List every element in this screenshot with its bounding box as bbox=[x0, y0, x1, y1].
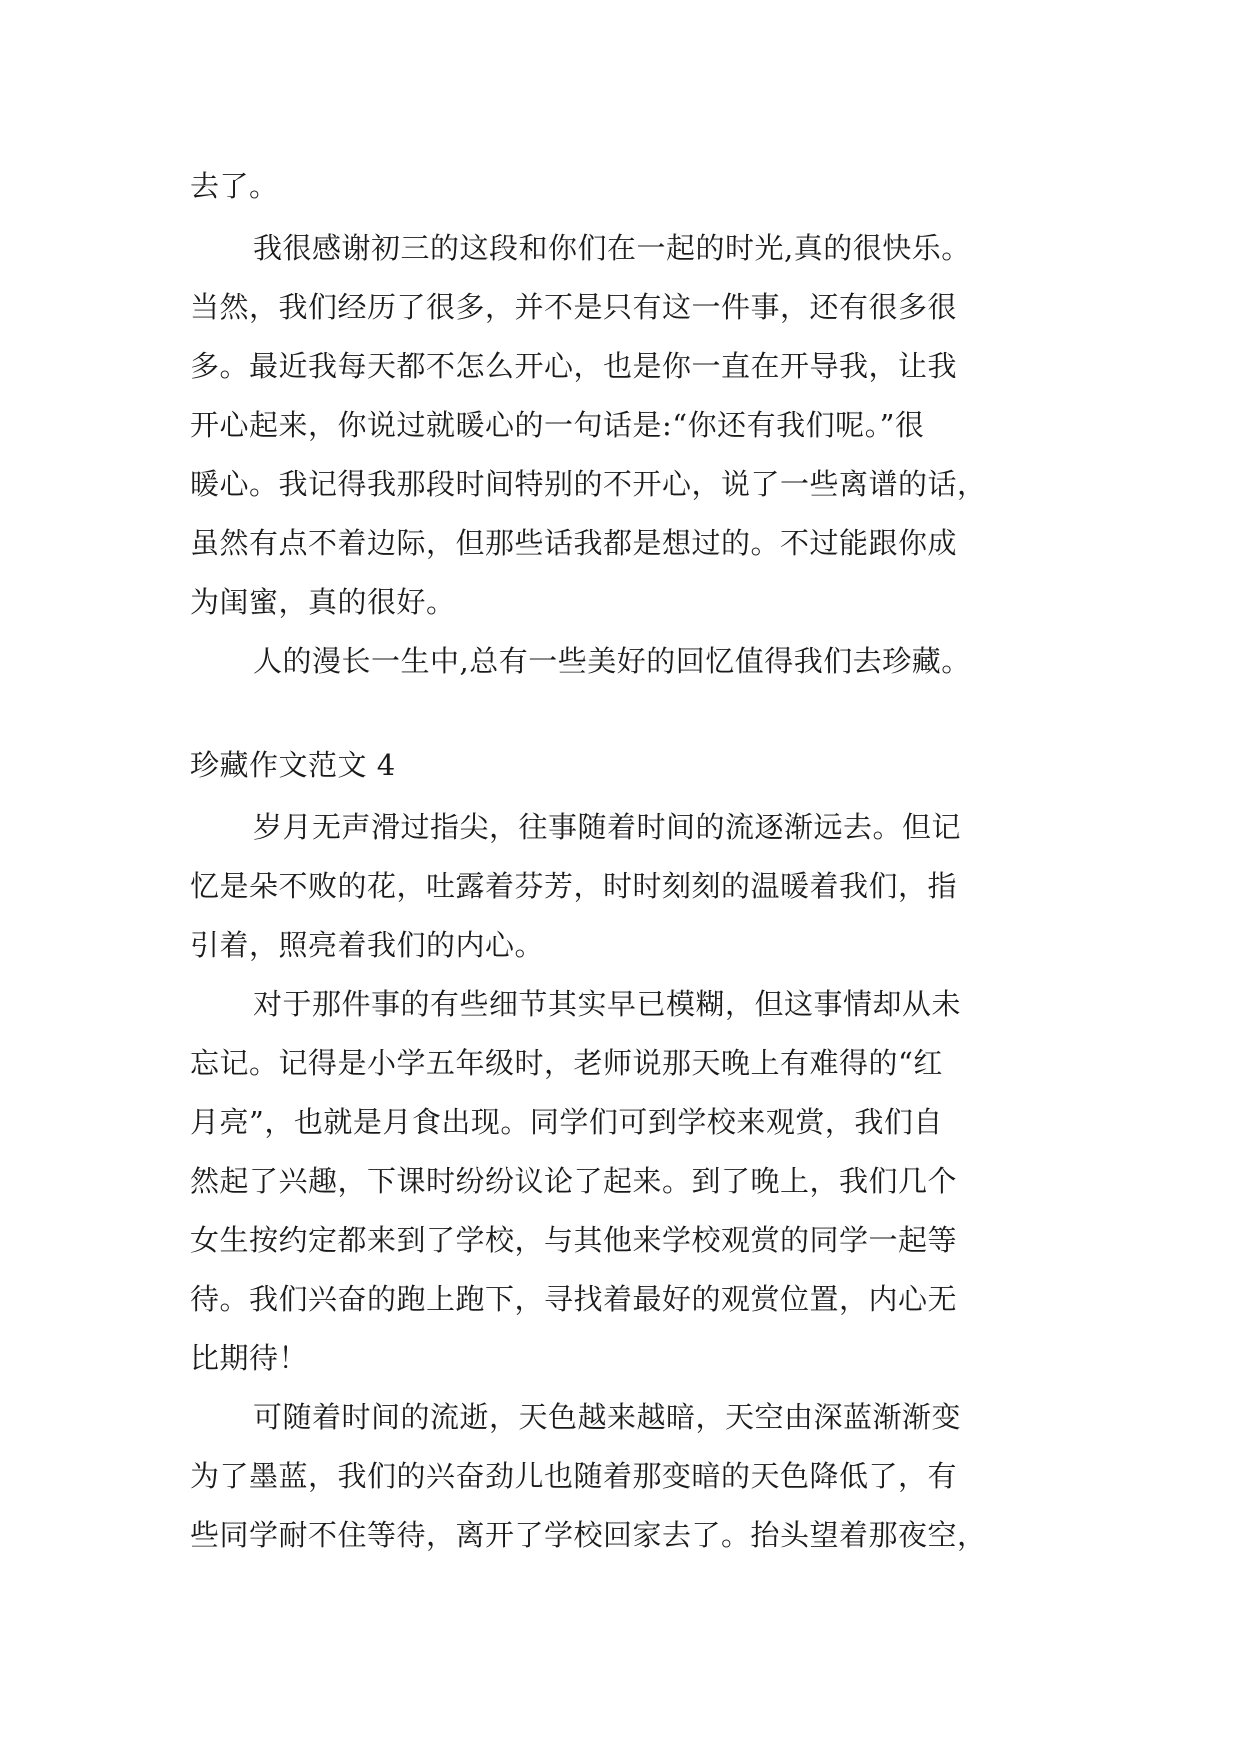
text-line: 去了。 bbox=[190, 169, 279, 203]
paragraph-start-line: 可随着时间的流逝，天色越来越暗，天空由深蓝渐渐变 bbox=[253, 1400, 962, 1434]
text-line: 多。最近我每天都不怎么开心，也是你一直在开导我，让我 bbox=[190, 349, 958, 383]
text-line: 暖心。我记得我那段时间特别的不开心，说了一些离谱的话， bbox=[190, 467, 987, 501]
text-line: 待。我们兴奋的跑上跑下，寻找着最好的观赏位置，内心无 bbox=[190, 1282, 958, 1316]
text-line: 女生按约定都来到了学校，与其他来学校观赏的同学一起等 bbox=[190, 1223, 958, 1257]
text-line: 为闺蜜，真的很好。 bbox=[190, 585, 456, 619]
text-line: 开心起来，你说过就暖心的一句话是:“你还有我们呢。”很 bbox=[190, 408, 925, 442]
text-line: 引着，照亮着我们的内心。 bbox=[190, 928, 545, 962]
paragraph-start-line: 对于那件事的有些细节其实早已模糊，但这事情却从未 bbox=[253, 987, 962, 1021]
paragraph-start-line: 人的漫长一生中,总有一些美好的回忆值得我们去珍藏。 bbox=[253, 644, 971, 678]
text-line: 虽然有点不着边际，但那些话我都是想过的。不过能跟你成 bbox=[190, 526, 958, 560]
text-line: 忘记。记得是小学五年级时，老师说那天晚上有难得的“红 bbox=[190, 1046, 943, 1080]
paragraph-start-line: 岁月无声滑过指尖，往事随着时间的流逐渐远去。但记 bbox=[253, 810, 962, 844]
section-heading: 珍藏作文范文 4 bbox=[190, 748, 396, 782]
text-line: 当然，我们经历了很多，并不是只有这一件事，还有很多很 bbox=[190, 290, 958, 324]
text-line: 些同学耐不住等待，离开了学校回家去了。抬头望着那夜空， bbox=[190, 1518, 987, 1552]
text-line: 月亮”，也就是月食出现。同学们可到学校来观赏，我们自 bbox=[190, 1105, 943, 1139]
text-line: 然起了兴趣，下课时纷纷议论了起来。到了晚上，我们几个 bbox=[190, 1164, 958, 1198]
paragraph-start-line: 我很感谢初三的这段和你们在一起的时光,真的很快乐。 bbox=[253, 231, 971, 265]
text-line: 忆是朵不败的花，吐露着芬芳，时时刻刻的温暖着我们，指 bbox=[190, 869, 958, 903]
text-line: 为了墨蓝，我们的兴奋劲儿也随着那变暗的天色降低了，有 bbox=[190, 1459, 958, 1493]
text-line: 比期待！ bbox=[190, 1341, 309, 1375]
